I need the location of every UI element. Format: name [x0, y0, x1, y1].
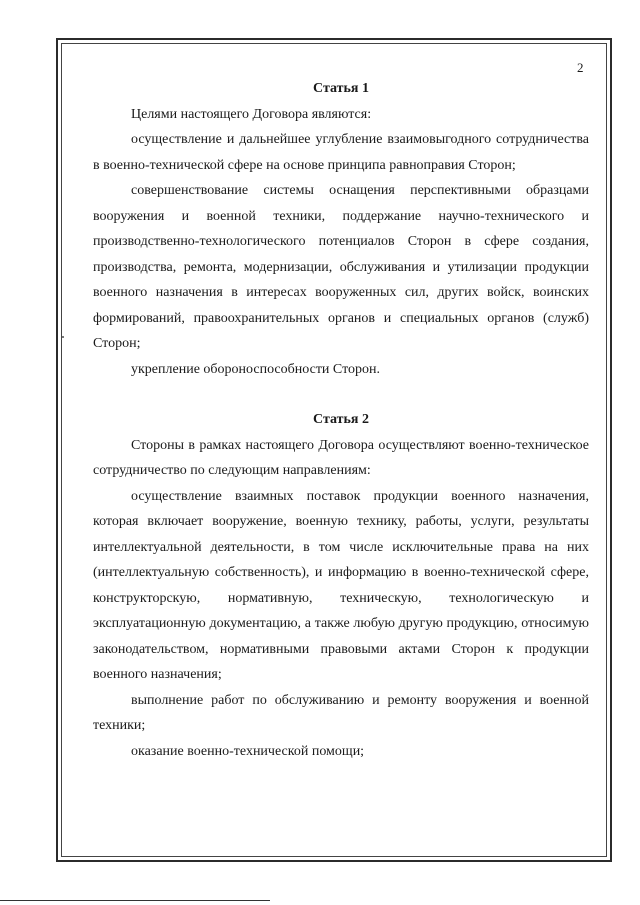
article-2-heading: Статья 2 — [313, 412, 369, 427]
article-2 — [93, 407, 589, 764]
article-1-paragraph: Целями настоящего Договора являются: — [131, 106, 372, 122]
article-1-heading: Статья 1 — [313, 81, 369, 96]
scan-artifact — [62, 336, 64, 338]
page-number: 2 — [577, 60, 584, 75]
article-2-paragraph: осуществление взаимных поставок продукции военного назначения, которая включает вооружение, военную технику, работы, услуги, результаты интеллектуальной деятельности, в том числе исключительные права на них (интеллектуальную собственность), и информацию в военно-технической сфере, конструкторскую, нормативную, техническую, технологическую и эксплуатационную документацию, а также любую другую продукцию, относимую законодательством, нормативными правовыми актами Сторон к продукции военного назначения; — [93, 488, 589, 682]
article-1-paragraph: укрепление обороноспособности Сторон. — [131, 361, 381, 377]
article-1-paragraph: совершенствование системы оснащения перспективными образцами вооружения и военной техники, поддержание научно-технического и производственно-технологического потенциалов Сторон в сфере создания, производства, ремонта, модернизации, обслуживания и утилизации продукции военного назначения в интересах вооруженных сил, других войск, воинских формирований, правоохранительных органов и специальных органов (служб) Сторон; — [93, 183, 589, 351]
article-2-paragraph: оказание военно-технической помощи; — [131, 743, 365, 759]
scan-edge-line — [0, 900, 270, 901]
article-1-paragraph: осуществление и дальнейшее углубление взаимовыгодного сотрудничества в военно-технической сфере на основе принципа равноправия Сторон; — [93, 132, 589, 173]
article-2-paragraph: выполнение работ по обслуживанию и ремонту вооружения и военной техники; — [93, 692, 589, 733]
section-spacer — [93, 382, 589, 407]
article-2-paragraph: Стороны в рамках настоящего Договора осуществляют военно-техническое сотрудничество по следующим направлениям: — [93, 437, 589, 478]
article-1 — [93, 76, 589, 382]
document-body — [93, 76, 589, 764]
